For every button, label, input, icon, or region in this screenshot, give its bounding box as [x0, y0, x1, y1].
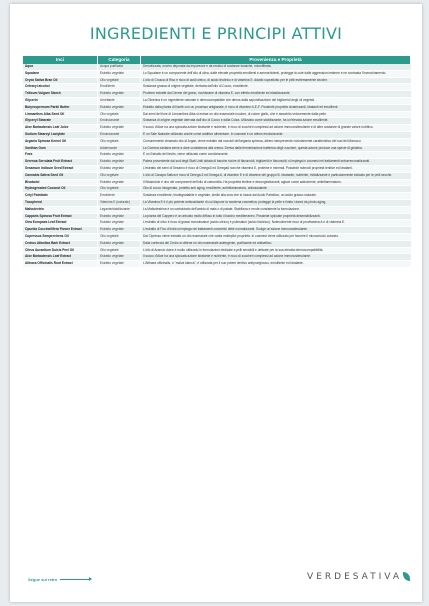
table-row	[23, 179, 411, 186]
provenienza-cell: È un Sale Naturale utilizzato anche come additivo alimentare. In cosmesi è un ottimo emulsionante.	[141, 131, 411, 138]
provenienza-cell: L'estratto di olivo è ricco di grassi monoinsaturi (acido oleico) e polinsaturi (acido linoleico). Notevolmente ricco di provitamina A e di vitamina E.	[141, 220, 411, 227]
categoria-cell: Estratto vegetale	[98, 254, 141, 261]
inci-cell: Butyrospermum Parkii Butter	[23, 104, 98, 111]
provenienza-cell: Comunemente chiamato olio di Argan, viene estratto dai noccioli dell'argania spinosa, albero sempreverde notoriamente caratteristico del sud del Marocco.	[141, 138, 411, 145]
provenienza-cell: La pianta del Cappero è un arbusto molto diffuso in tutto il bacino mediterraneo. Possiede spiccate proprietà desensibilizzanti.	[141, 213, 411, 220]
header-inci: Inci	[23, 56, 98, 64]
table-row	[23, 233, 411, 240]
brand-logo: VERDESATIVA	[307, 572, 402, 582]
provenienza-cell: Il Bisabololo è uno dei componenti dell'olio di camomilla. Ha proprietà lenitive e decongestionanti, agisce come addolcente, antinfiammatorio.	[141, 179, 411, 186]
provenienza-cell: Sostanza di origine vegetale derivata dall'olio di Cocco e dalla Colza. Utilizzato come stabilizzante, ha un'elevata azione emolliente.	[141, 118, 411, 125]
inci-cell: Argania Spinosa Kernel Oil	[23, 138, 98, 145]
categoria-cell: Olio vegetale	[98, 172, 141, 179]
table-row	[23, 240, 411, 247]
table-header-row	[23, 56, 411, 64]
table-row	[23, 104, 411, 111]
inci-cell: Aqua	[23, 64, 98, 70]
inci-cell: Althaea Officinalis Root Extract	[23, 261, 98, 268]
inci-cell: Glyceryl Stearate	[23, 118, 98, 125]
inci-cell: Foex	[23, 152, 98, 159]
categoria-cell: Legante/stabilizzante	[98, 206, 141, 213]
table-row	[23, 165, 411, 172]
inci-cell: Squalane	[23, 70, 98, 77]
table-row	[23, 111, 411, 118]
table-row	[23, 220, 411, 227]
table-row	[23, 247, 411, 254]
table-row	[23, 206, 411, 213]
categoria-cell: Olio vegetale	[98, 247, 141, 254]
header-provenienza: Provenienza e Proprietà	[141, 56, 411, 64]
arrow-right-icon	[60, 579, 90, 580]
provenienza-cell: L'olio di Crusca di Riso è ricco di acidi oleico, di acido linoleico e di vitamina E. Adatto soprattutto per le pelli estremamente secche.	[141, 77, 411, 84]
inci-cell: Glycerin	[23, 97, 98, 104]
categoria-cell: Estratto vegetale	[98, 220, 141, 227]
inci-cell: Xanthan Gum	[23, 145, 98, 152]
inci-cell: Oryza Sativa Bran Oil	[23, 77, 98, 84]
categoria-cell: Estratto vegetale	[98, 179, 141, 186]
provenienza-cell: Sostanza emolliente, biodegradabile e vegetale, simile alla cera che si ricava dal Acido Palmitico, un acido grasso naturale.	[141, 193, 411, 200]
table-row	[23, 84, 411, 91]
provenienza-cell: L'olio di Arancio dolce è molto utilizzato in formulazioni dedicate a pelli sensibili e delicate per la sua elevata dermocompatibilità.	[141, 247, 411, 254]
provenienza-cell: Dal Cipresso viene estratto un olio essenziale che vanta molteplici proprietà. In cosmesi viene utilizzato per favorire il microcircolo cutaneo.	[141, 233, 411, 240]
table-row	[23, 254, 411, 261]
table-row	[23, 159, 411, 166]
provenienza-cell: Il succo d'Aloe ha una spiccata azione idratante e nutriente, è ricco di zuccheri complessi ad azione immunostimolante e di altre sostanze di grande valore nutritivo.	[141, 125, 411, 132]
continue-on-back-link[interactable]	[28, 577, 90, 582]
table-row	[23, 125, 411, 132]
provenienza-cell: Demolizzata, ovvero depurata da impurezze e da residui di sostanze tossiche, microfiltrata.	[141, 64, 411, 70]
table-row	[23, 213, 411, 220]
provenienza-cell: Palma proveniente dal sud degli Stati Uniti dotata di bacche ricche di flavonoidi, trigliceridi e flavonoidi; si impiega in cosmesi nei trattamenti seborrenomalizzanti.	[141, 159, 411, 166]
categoria-cell: Estratto vegetale	[98, 165, 141, 172]
categoria-cell: Olio vegetale	[98, 77, 141, 84]
categoria-cell: Estratto vegetale	[98, 159, 141, 166]
inci-cell: Tocopherol	[23, 199, 98, 206]
provenienza-cell: Estratto dalla pianta di Karité con un processo artigianale, è ricco di vitamine A-E-F. Possiede proprietà cicatrizzanti, idratanti ed emollienti.	[141, 104, 411, 111]
categoria-cell: Estratto vegetale	[98, 240, 141, 247]
inci-cell: Olea Europaea Leaf Extract	[23, 220, 98, 227]
provenienza-cell: L'olio di Canapa Sativa è ricco di Omega-3 ed Omega-6, di vitamine E e di vitamine del gruppo B. Idratante, nutriente, rivitalizzante e particolarmente indicato per le pelli secche.	[141, 172, 411, 179]
provenienza-cell: Olio di cocco idrogenato, protetto anti aging, emolliente, antinfiammatorio, antiossidante.	[141, 186, 411, 193]
inci-cell: Cannabis Sativa Seed Oil	[23, 172, 98, 179]
leaf-icon	[403, 572, 410, 581]
categoria-cell: Olio vegetale	[98, 138, 141, 145]
inci-cell: Cupressus Sempervirens Oil	[23, 233, 98, 240]
table-row	[23, 138, 411, 145]
header-categoria: Categoria	[98, 56, 141, 64]
provenienza-cell: Dai semi del fiore di Limnanthes Alba si estrae un olio essenziale inodore, di colore giallo, che è assorbito velocemente dalla pelle.	[141, 111, 411, 118]
provenienza-cell: L'estratto di Fico d'India si impiega nei trattamenti cosmetici delle normalizzanti. Svolge un'azione immunostimolante.	[141, 227, 411, 234]
categoria-cell: Olio vegetale	[98, 233, 141, 240]
provenienza-cell: La Vitamina E è il più potente antiossidante di cui dispone la moderna cosmetica; protegge la pelle e limita i danni da photo-aging.	[141, 199, 411, 206]
inci-cell: Opuntia Coccinellifera Flower Extract	[23, 227, 98, 234]
categoria-cell: Emolliente	[98, 84, 141, 91]
table-row	[23, 77, 411, 84]
categoria-cell: Emulsionante	[98, 131, 141, 138]
provenienza-cell: La Gomma xantana serve a dare consistenza alla crema. Deriva dalla fermentazione batterica degli zuccheri, questa azione produce una specie di gelatina.	[141, 145, 411, 152]
inci-cell: Aloe Barbadensis Leaf Juice	[23, 125, 98, 132]
categoria-cell: Estratto vegetale	[98, 70, 141, 77]
provenienza-cell: Lo Squalane è un componente dell'olio di oliva, dalle elevate proprietà emollienti e ammorbidenti, protegge la cute dalle aggressioni esterne e ne contrasta l'invecchiamento.	[141, 70, 411, 77]
inci-cell: Triticum Vulgare Starch	[23, 91, 98, 98]
continue-label: Segue sul retro	[28, 577, 58, 582]
table-row	[23, 118, 411, 125]
table-row	[23, 193, 411, 200]
table-row	[23, 131, 411, 138]
categoria-cell: Olio vegetale	[98, 186, 141, 193]
table-row	[23, 199, 411, 206]
categoria-cell: Estratto vegetale	[98, 125, 141, 132]
categoria-cell: Addensante	[98, 145, 141, 152]
provenienza-cell: Proteine estratte dal Germe del grano, ricchissime di vitamina E, con effetto emolliente ed elasticizzante.	[141, 91, 411, 98]
provenienza-cell: È un Estratto del lievito, viene utilizzato come condizionante.	[141, 152, 411, 159]
inci-cell: Sesamum Indicum Seed Extract	[23, 165, 98, 172]
inci-cell: Aloe Barbadensis Leaf Extract	[23, 254, 98, 261]
categoria-cell: Acqua purificata	[98, 64, 141, 70]
categoria-cell: Olio vegetale	[98, 111, 141, 118]
inci-cell: Bisabolol	[23, 179, 98, 186]
ingredients-sheet	[10, 4, 422, 602]
table-row	[23, 152, 411, 159]
provenienza-cell: L'estratto dei semi di Sesamo è ricco di Omega3 ed Omega6 nonché vitamina E, proteine e minerali. Possiede notevoli proprietà lenitive ed idratanti.	[141, 165, 411, 172]
table-row	[23, 186, 411, 193]
table-row	[23, 70, 411, 77]
inci-cell: Serenoa Serrulata Fruit Extract	[23, 159, 98, 166]
table-row	[23, 97, 411, 104]
table-row	[23, 91, 411, 98]
table-row	[23, 227, 411, 234]
provenienza-cell: La Glicerina è un ingrediente naturale e dermocompatibile che deriva dalla saponificazione dei trigliceridi degli oli vegetali.	[141, 97, 411, 104]
categoria-cell: Estratto vegetale	[98, 227, 141, 234]
categoria-cell: Umettante	[98, 97, 141, 104]
inci-cell: Cetyl Palmitate	[23, 193, 98, 200]
categoria-cell: Estratto vegetale	[98, 91, 141, 98]
provenienza-cell: Sostanza grassa di origine vegetale, derivata dall'olio di Cocco, emolliente.	[141, 84, 411, 91]
categoria-cell: Estratto vegetale	[98, 213, 141, 220]
inci-cell: Capparis Spinosa Fruit Extract	[23, 213, 98, 220]
inci-cell: Cedrus Atlantica Bark Extract	[23, 240, 98, 247]
inci-cell: Citrus Aurantium Dulcis Peel Oil	[23, 247, 98, 254]
inci-cell: Cetearyl alcohol	[23, 84, 98, 91]
ingredients-table	[23, 56, 411, 268]
provenienza-cell: Dalla corteccia del Cedro si ottiene un olio essenziale astringente, purificante ed antisettico.	[141, 240, 411, 247]
table-row	[23, 145, 411, 152]
inci-cell: Maltodextrin	[23, 206, 98, 213]
categoria-cell: Vitamina E (naturale)	[98, 199, 141, 206]
table-body	[23, 64, 411, 267]
inci-cell: Sodium Stearoyl Lactylate	[23, 131, 98, 138]
inci-cell: Hydrogenated Coconut Oil	[23, 186, 98, 193]
provenienza-cell: La Maltodestrina è un carboidrato dell'amido di mais o di patate. Stabilizza e rende consistente la formulazione.	[141, 206, 411, 213]
inci-cell: Limnanthes Alba Seed Oil	[23, 111, 98, 118]
categoria-cell: Estratto vegetale	[98, 261, 141, 268]
categoria-cell: Estratto vegetale	[98, 152, 141, 159]
page-title: INGREDIENTI E PRINCIPI ATTIVI	[89, 24, 343, 43]
provenienza-cell: Il succo d'Aloe ha una spiccata azione idratante e nutriente, è ricco di zuccheri complessi ad azione immunostimolante.	[141, 254, 411, 261]
table-row	[23, 261, 411, 268]
categoria-cell: Emolliente	[98, 193, 141, 200]
categoria-cell: Estratto vegetale	[98, 104, 141, 111]
provenienza-cell: L'Althaea officinalis, o "malva bianca", è utilizzata per il suo potere lenitivo antipruriginoso, emolliente ed idratante.	[141, 261, 411, 268]
categoria-cell: Emulsionante	[98, 118, 141, 125]
table-row	[23, 172, 411, 179]
